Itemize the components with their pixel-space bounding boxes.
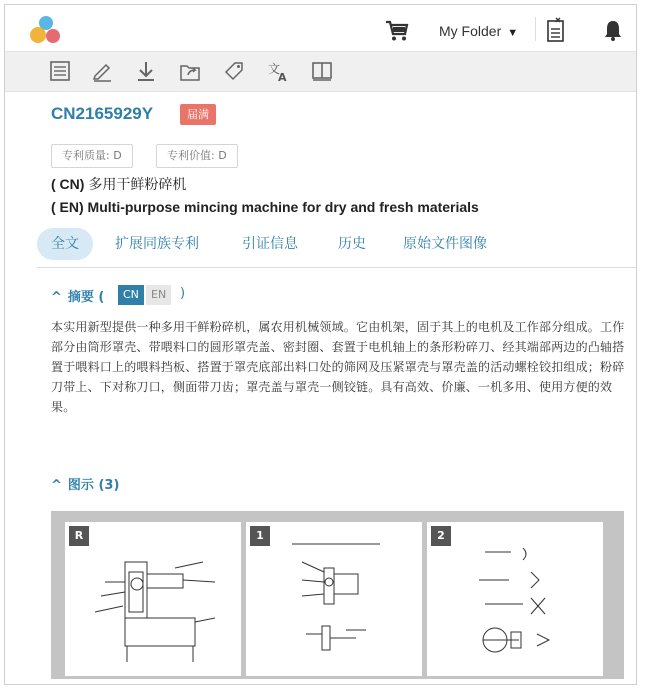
cart-icon[interactable] <box>385 20 409 42</box>
figure-drawing <box>427 522 603 676</box>
abstract-toggle[interactable] <box>51 286 104 305</box>
figure-label: 2 <box>431 526 451 546</box>
my-folder-label: My Folder <box>439 23 502 39</box>
share-icon[interactable] <box>179 60 201 82</box>
title-cn-prefix: ( CN) <box>51 176 85 192</box>
chevron-up-icon: ^ <box>51 478 62 493</box>
svg-text:文: 文 <box>268 62 281 76</box>
patent-number[interactable]: CN2165929Y <box>51 104 154 123</box>
figure-gallery <box>51 511 624 679</box>
figures-heading: 图示 <box>67 478 94 493</box>
app-window <box>4 4 637 685</box>
tabs-divider <box>37 267 636 268</box>
abstract-text: 本实用新型提供一种多用干鲜粉碎机，属农用机械领域。它由机架，固于其上的电机及工作部分组成。工作部分由筒形罩壳、带喂料口的圆形罩壳盖、密封圈、套置于电机轴上的条形粉碎刀、经其端部两边的凸轴搭置于喂料口上的喂料挡板、搭置于罩壳底部出料口处的筛网及压紧罩壳与罩壳盖的活动螺栓铰扣组成；粉碎刀带上、下对称刀口，侧面带刀齿；罩壳盖与罩壳一侧铰链。具有高效、价廉、一机多用、使用方便的效果。 <box>51 320 625 414</box>
figure-thumb[interactable] <box>65 522 241 676</box>
figure-label: R <box>69 526 89 546</box>
figure-thumb[interactable] <box>427 522 603 676</box>
logo-icon[interactable] <box>29 15 63 45</box>
figure-label: 1 <box>250 526 270 546</box>
top-header <box>5 5 636 51</box>
title-en: ( EN) Multi-purpose mincing machine for dry and fresh materials <box>51 199 479 215</box>
tab-fulltext[interactable]: 全文 <box>37 228 93 260</box>
document-icon[interactable] <box>49 60 71 82</box>
tab-family[interactable]: 扩展同族专利 <box>115 236 199 252</box>
lang-en-toggle[interactable]: EN <box>146 285 171 305</box>
figure-drawing <box>246 522 422 676</box>
export-icon[interactable] <box>546 17 566 43</box>
status-badge: 届满 <box>180 104 216 125</box>
svg-text:A: A <box>278 71 287 82</box>
lang-cn-toggle[interactable]: CN <box>118 285 144 305</box>
figures-count: (3) <box>98 478 120 493</box>
my-folder-dropdown[interactable] <box>439 23 518 39</box>
value-badge: 专利价值: D <box>156 144 238 168</box>
abstract-heading: 摘要 ( <box>67 290 105 305</box>
title-cn-text: 多用干鲜粉碎机 <box>88 176 187 192</box>
title-cn <box>51 174 186 194</box>
tab-history[interactable]: 历史 <box>338 236 366 252</box>
tab-citations[interactable]: 引证信息 <box>242 236 298 252</box>
book-icon[interactable] <box>311 60 333 82</box>
chevron-up-icon: ^ <box>51 290 62 305</box>
bell-icon[interactable] <box>603 19 623 41</box>
figure-drawing <box>65 522 241 676</box>
tag-icon[interactable] <box>223 60 245 82</box>
figures-toggle[interactable] <box>51 474 119 493</box>
quality-badge: 专利质量: D <box>51 144 133 168</box>
abstract-heading-close: ) <box>180 286 186 301</box>
figure-thumb[interactable] <box>246 522 422 676</box>
tab-original-images[interactable]: 原始文件图像 <box>403 236 487 252</box>
caret-down-icon: ▼ <box>507 27 519 39</box>
download-icon[interactable] <box>135 60 157 82</box>
header-divider <box>535 17 536 41</box>
translate-icon[interactable] <box>267 60 289 82</box>
edit-icon[interactable] <box>91 60 113 82</box>
action-toolbar <box>5 51 636 92</box>
